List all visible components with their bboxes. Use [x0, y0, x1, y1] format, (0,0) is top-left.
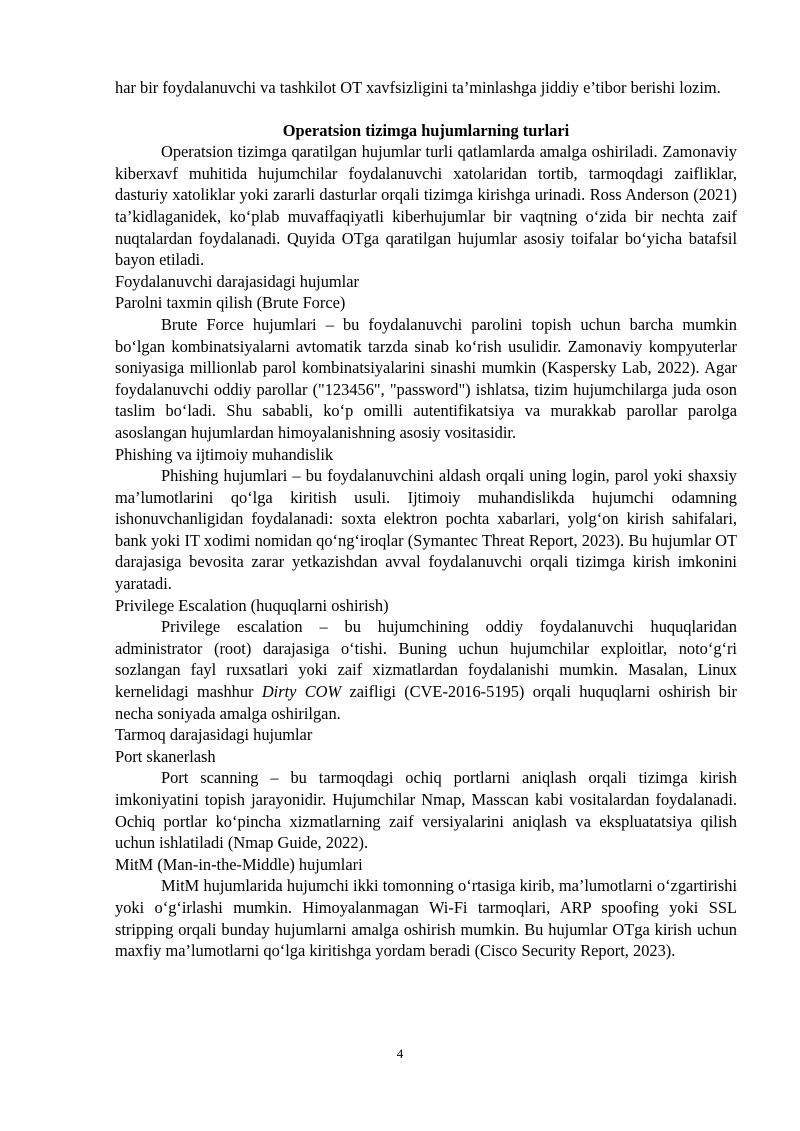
privesc-italic-term: Dirty COW — [261, 682, 342, 702]
intro-paragraph: har bir foydalanuvchi va tashkilot OT xavfsizligini ta’minlashga jiddiy e’tibor berishi lozim. — [115, 78, 721, 97]
portscan-paragraph: Port scanning – bu tarmoqdagi ochiq portlarni aniqlash orqali tizimga kirish imkoniyatini topish jarayonidir. Hujumchilar Nmap, Masscan kabi vositalardan foydalanadi. Ochiq portlar ko‘pincha xizmatlarning zaif versiyalarini aniqlash va ekspluatatsiya qilish uchun ishlatiladi (Nmap Guide, 2022). — [115, 768, 737, 853]
privilege-escalation-paragraph — [115, 616, 737, 724]
heading-phishing: Phishing va ijtimoiy muhandislik — [115, 444, 334, 464]
heading-network-level: Tarmoq darajasidagi hujumlar — [115, 725, 313, 745]
spacer — [115, 99, 737, 120]
heading-bruteforce: Parolni taxmin qilish (Brute Force) — [115, 293, 346, 313]
section-title: Operatsion tizimga hujumlarning turlari — [282, 120, 570, 140]
heading-portscan: Port skanerlash — [115, 746, 216, 766]
heading-user-level: Foydalanuvchi darajasidagi hujumlar — [115, 271, 359, 291]
heading-privilege-escalation: Privilege Escalation (huquqlarni oshirish) — [115, 595, 389, 615]
document-page — [115, 77, 737, 962]
overview-paragraph: Operatsion tizimga qaratilgan hujumlar turli qatlamlarda amalga oshiriladi. Zamonaviy kiberxavf muhitida hujumchilar foydalanuvchi xatolaridan tortib, tarmoqdagi zaifliklar, dasturiy xatoliklar yoki zararli dasturlar orqali tizimga kirishga urinadi. Ross Anderson (2021) ta’kidlaganidek, ko‘plab muvaffaqiyatli kiberhujumlar bir vaqtning o‘zida bir nechta zaif nuqtalardan foydalanadi. Quyida OTga qaratilgan hujumlar asosiy toifalar bo‘yicha batafsil bayon etiladi. — [115, 142, 737, 270]
page-number: 4 — [396, 1046, 404, 1061]
privesc-text-b: zaifligi (CVE-2016-5195) orqali huquqlarni oshirish bir necha soniyada amalga oshirilgan. — [115, 682, 738, 723]
phishing-paragraph: Phishing hujumlari – bu foydalanuvchini aldash orqali uning login, parol yoki shaxsiy ma’lumotlarini qo‘lga kiritish usuli. Ijtimoiy muhandislikda hujumchi odamning ishonuvchanligidan foydalanadi: soxta elektron pochta xabarlari, yolg‘on kirish sahifalari, bank yoki IT xodimi nomidan qo‘ng‘iroqlar (Symantec Threat Report, 2023). Bu hujumlar OT darajasiga bevosita zarar yetkazishdan avval foydalanuvchi orqali tizimga kirish imkonini yaratadi. — [115, 466, 737, 594]
privesc-text-a: Privilege escalation – bu hujumchining oddiy foydalanuvchi huquqlaridan administrator (root) darajasiga o‘tishi. Buning uchun hujumchilar exploitlar, noto‘g‘ri sozlangan fayl ruxsatlari yoki zaif xizmatlardan foydalanishi mumkin. Masalan, Linux kernelidagi mashhur — [115, 617, 737, 702]
heading-mitm: MitM (Man-in-the-Middle) hujumlari — [115, 854, 363, 874]
bruteforce-paragraph: Brute Force hujumlari – bu foydalanuvchi parolini topish uchun barcha mumkin bo‘lgan kombinatsiyalarni avtomatik tarzda sinab ko‘rish usulidir. Zamonaviy kompyuterlar soniyasiga millionlab parol kombinatsiyalarini sinashi mumkin (Kaspersky Lab, 2022). Agar foydalanuvchi oddiy parollar ("123456", "password") ishlatsa, tizim hujumchilarga juda oson taslim bo‘ladi. Shu sababli, ko‘p omilli autentifikatsiya va murakkab parollar parolga asoslangan hujumlardan himoyalanishning asosiy vositasidir. — [115, 314, 737, 442]
mitm-paragraph: MitM hujumlarida hujumchi ikki tomonning o‘rtasiga kirib, ma’lumotlarni o‘zgartirishi yoki o‘g‘irlashi mumkin. Himoyalanmagan Wi-Fi tarmoqlari, ARP spoofing yoki SSL stripping orqali bunday hujumlarni amalga oshirish mumkin. Bu hujumlar OTga kirish uchun maxfiy ma’lumotlarni qo‘lga kiritishga yordam beradi (Cisco Security Report, 2023). — [115, 876, 737, 961]
